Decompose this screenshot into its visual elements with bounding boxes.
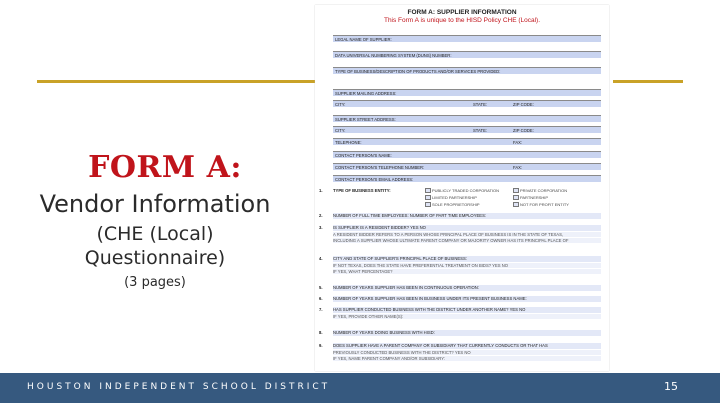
accent-rule-right: [613, 80, 683, 83]
business-type-option: NOT FOR PROFIT ENTITY: [513, 202, 569, 208]
business-type-option: SOLE PROPRIETORSHIP: [425, 202, 480, 208]
form-field: CONTACT PERSON'S NAME:: [333, 151, 601, 158]
form-field: TYPE OF BUSINESS/DESCRIPTION OF PRODUCTS AND/OR SERVICES PROVIDED:: [333, 67, 601, 74]
subtitle-line-1: (CHE (Local): [96, 223, 214, 245]
form-heading: FORM A: SUPPLIER INFORMATION: [407, 9, 517, 16]
form-field: CONTACT PERSON'S EMAIL ADDRESS:: [333, 175, 601, 182]
form-heading-block: [315, 9, 609, 25]
slide-title: FORM A:: [88, 150, 242, 185]
form-field: TELEPHONE: FAX:: [333, 138, 601, 145]
slide-subtitle-secondary: [40, 222, 270, 270]
checkbox-icon: [513, 202, 519, 207]
checkbox-icon: [513, 188, 519, 193]
business-type-option: PARTNERSHIP: [513, 195, 548, 201]
form-field: SUPPLIER MAILING ADDRESS:: [333, 89, 601, 96]
accent-rule-left: [37, 80, 327, 83]
form-field: CITY: STATE: ZIP CODE:: [333, 126, 601, 133]
business-type-option: PUBLICLY TRADED CORPORATION: [425, 188, 499, 194]
checkbox-icon: [425, 188, 431, 193]
page-count-note: (3 pages): [124, 275, 186, 290]
form-field: CITY: STATE: ZIP CODE:: [333, 100, 601, 107]
form-field: CONTACT PERSON'S TELEPHONE NUMBER: FAX:: [333, 163, 601, 170]
subtitle-line-2: Questionnaire): [84, 247, 226, 269]
footer-organization: HOUSTON INDEPENDENT SCHOOL DISTRICT: [27, 382, 331, 392]
slide-subtitle: Vendor Information: [39, 190, 271, 218]
form-subheading: This Form A is unique to the HISD Policy CHE (Local).: [383, 17, 541, 24]
business-type-option: LIMITED PARTNERSHIP: [425, 195, 477, 201]
checkbox-icon: [513, 195, 519, 200]
page-number: 15: [664, 380, 678, 393]
form-field: LEGAL NAME OF SUPPLIER:: [333, 35, 601, 42]
checkbox-icon: [425, 202, 431, 207]
checkbox-icon: [425, 195, 431, 200]
form-field: SUPPLIER STREET ADDRESS:: [333, 115, 601, 122]
form-field: DATA UNIVERSAL NUMBERING SYSTEM (DUNS) NUMBER:: [333, 51, 601, 58]
form-a-image: FORM A: SUPPLIER INFORMATION This Form A is unique to the HISD Policy CHE (Local). LEGAL NAME OF SUPPLIER: DATA UNIVERSAL NUMBERING SYSTEM (DUNS) NUMBER: TYPE OF BUSINESS/DESCRIPTION OF PRODUCTS AND/OR SERVICES PROVIDED: SUPPLIER MAILING ADDRESS: CITY: STATE: ZIP CODE: SUPPLIER STREET ADDRESS: CITY: STATE: ZIP CODE: TELEPHONE: FAX: CONTACT PERSON'S NAME: CONTACT PERSON'S TELEPHONE NUMBER: FAX: CONTACT PERSON'S EMAIL ADDRESS: 1. TYPE OF BUSINESS ENTITY: PUBLICLY TRADED CORPORATION PRIVATE CORPORATION LIMITED PARTNERSHIP PARTNERSHIP SOLE PROPRIETORSHIP NOT FOR PROFIT ENTITY 2. NUMBER OF FULL TIME EMPLOYEES: NUMBER OF PART TIME EMPLOYEES: 3. IS SUPPLIER IS A RESIDENT BIDDER? YES NO A RESIDENT BIDDER REFERS TO A PERSON WHOSE PRINCIPAL PLACE OF BUSINESS IS IN THE STATE OF TEXAS, INCLUDING A SUPPLIER WHOSE ULTIMATE PARENT COMPANY OR MAJORITY OWNER HAS ITS PRINCIPAL PLACE OF 4. CITY AND STATE OF SUPPLIER'S PRINCIPAL PLACE OF BUSINESS: IF NOT TEXAS, DOES THE STATE HAVE PREFERENTIAL TREATMENT ON BIDS? YES NO IF YES, WHAT PERCENTAGE? 5. NUMBER OF YEARS SUPPLIER HAS BEEN IN CONTINUOUS OPERATION: 6. NUMBER OF YEARS SUPPLIER HAS BEEN IN BUSINESS UNDER ITS PRESENT BUSINESS NAME: 7. HAS SUPPLIER CONDUCTED BUSINESS WITH THE DISTRICT UNDER ANOTHER NAME? YES NO IF YES, PROVIDE OTHER NAME(S): 8. NUMBER OF YEARS DOING BUSINESS WITH HISD: 9. DOES SUPPLIER HAVE A PARENT COMPANY OR SUBSIDIARY THAT CURRENTLY CONDUCTS OR THAT HAS PREVIOUSLY CONDUCTED BUSINESS WITH THE DISTRICT? YES NO IF YES, NAME PARENT COMPANY AND/OR SUBSIDIARY:: [315, 5, 609, 371]
business-type-option: PRIVATE CORPORATION: [513, 188, 567, 194]
